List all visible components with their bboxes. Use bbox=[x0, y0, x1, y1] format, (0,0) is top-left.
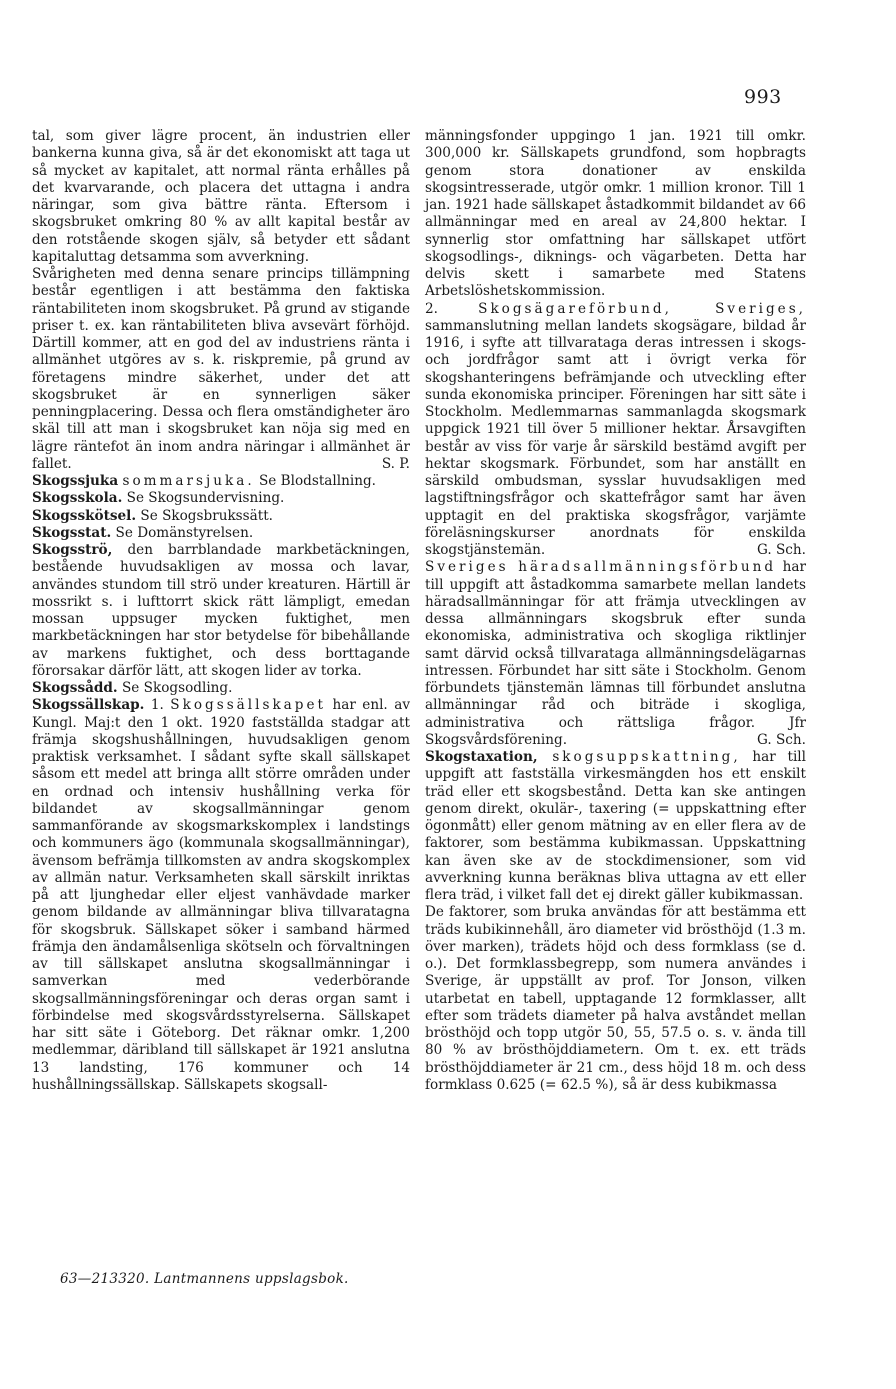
right-column bbox=[425, 128, 806, 1094]
entry-text: har till uppgift att fastställa virkesmängden hos ett enskilt träd eller ett skogsbestånd. Detta kan ske antingen genom direkt, okulär-, taxering (= uppskattning efter ögonmått) eller genom mätning av en eller flera av de faktorer, som bestämma kubikmassan. Uppskattning kan även ske av de stockdimensioner, som vid avverkning kunna beräknas bliva uttagna av ett eller flera träd, i vilket fall det ej direkt gäller kubikmassan. bbox=[425, 749, 806, 903]
entry-skogsskotsel bbox=[32, 508, 410, 525]
author-signature: S. P. bbox=[381, 455, 410, 472]
spaced-term: Skogsägareförbund, Sveriges, bbox=[478, 300, 807, 317]
page-number: 993 bbox=[744, 86, 782, 108]
entry-haradsallmanningsforbund bbox=[425, 559, 806, 749]
entry-text: Se Skogsodling. bbox=[117, 680, 233, 696]
paragraph bbox=[425, 904, 806, 1094]
entry-skogstaxation bbox=[425, 749, 806, 904]
entry-skogsstat bbox=[32, 525, 410, 542]
entry-text: Se Skogsbrukssätt. bbox=[136, 507, 273, 524]
headword: Skogssällskap. bbox=[32, 697, 145, 714]
spaced-term: Sveriges häradsallmänningsförbund bbox=[425, 559, 777, 576]
footer-imprint: 63—213320. Lantmannens uppslagsbok. bbox=[60, 1271, 349, 1287]
headword: Skogsskötsel. bbox=[32, 507, 137, 524]
entry-skogsstro bbox=[32, 542, 410, 680]
author-signature: G. Sch. bbox=[756, 542, 806, 558]
headword: Skogsströ, bbox=[32, 542, 113, 558]
paragraph bbox=[32, 266, 410, 473]
headword: Skogstaxation, bbox=[425, 749, 538, 765]
spaced-term: Skogssällskapet bbox=[170, 697, 326, 714]
entry-text: har enl. av Kungl. Maj:t den 1 okt. 1920 fastställda stadgar att främja skogshushållningen, huvudsakligen genom praktisk verksamhet. I sådant syfte skall sällskapet såsom ett medel att bringa allt större områden under en ordnad och intensiv hushållning verka för bildandet av skogsallmänningar genom sammanförande av skogsmarkskomplex i landstings och kommuners ägo (kommunala skogsallmänningar), ävensom befrämja tillkomsten av andra skogskomplex av allmän natur. Verksamheten skall särskilt inriktas på att ljunghedar eller eljest vanhävdade marker genom bildande av allmänningar bliva tillvaratagna för skogsbruk. Sällskapet söker i samband härmed främja den ändamålsenliga skötseln och förvaltningen av till sällskapet anslutna skogsallmänningar i samverkan med vederbörande skogsallmänningsföreningar och deras organ samt i förbindelse med skogsvårdsstyrelserna. Sällskapet har sitt säte i Göteborg. Det räknar omkr. 1,200 medlemmar, däribland till sällskapet är 1921 anslutna 13 landsting, 176 kommuner och 14 hushållningssällskap. Sällskapets skogsall- bbox=[32, 697, 410, 1093]
entry-number: 2. bbox=[425, 300, 479, 317]
entry-skogsagareforbund bbox=[425, 301, 806, 560]
spaced-term: skogsuppskattning, bbox=[537, 749, 741, 765]
paragraph bbox=[425, 128, 806, 301]
spaced-term: sommarsjuka. bbox=[122, 473, 255, 489]
entry-text: Se Domänstyrelsen. bbox=[111, 524, 254, 541]
headword: Skogsstat. bbox=[32, 524, 112, 541]
headword: Skogssjuka bbox=[32, 473, 119, 489]
paragraph bbox=[32, 128, 410, 266]
entry-text: den barrblandade markbetäckningen, bestående huvudsakligen av mossa och lavar, användes stundom till strö under kreaturen. Härtill är mossrikt s. i lufttorrt skick rätt lämpligt, emedan mossan uppsuger mycken fuktighet, men markbetäckningen har stor betydelse för bibehållande av markens fuktighet, och dess borttagande förorsakar därför lätt, att skogen lider av torka. bbox=[32, 542, 410, 679]
entry-skogssjuka bbox=[32, 473, 410, 490]
entry-text: har till uppgift att åstadkomma samarbete mellan landets häradsallmänningar för att främja utvecklingen av dessa allmänningars skogsbruk efter sunda ekonomiska, administrativa och skogliga riktlinjer samt därvid också tillvarataga allmänningsdelägarnas intressen. Förbundet har sitt säte i Stockholm. Genom förbundets tjänstemän lämnas till förbundet anslutna allmänningar råd och biträde i skogliga, administrativa och rättsliga frågor. Jfr Skogsvårdsförening. bbox=[425, 559, 806, 748]
entry-number: 1. bbox=[144, 697, 171, 714]
entry-text: sammanslutning mellan landets skogsägare, bildad år 1916, i syfte att tillvarataga deras intressen i skogs- och jordfrågor samt att i övrigt verka för skogshanteringens befrämjande och utveckling efter sunda ekonomiska principer. Föreningen har sitt säte i Stockholm. Medlemmarnas sammanlagda skogsmark uppgick 1921 till över 5 millioner hektar. Årsavgiften består av viss för varje år särskild bestämd avgift per hektar skogsmark. Förbundet, som har anställt en särskild ombudsman, sysslar huvudsakligen med lagstiftningsfrågor och skattefrågor samt har även upptagit en del praktiska skogsfrågor, varjämte föreläsningskurser anordnats för enskilda skogstjänstemän. bbox=[425, 317, 806, 558]
left-column bbox=[32, 128, 410, 1094]
paragraph-text: männingsfonder uppgingo 1 jan. 1921 till omkr. 300,000 kr. Sällskapets grundfond, som hopbragts genom stora donationer av enskilda skogsintresserade, utgör omkr. 1 million kronor. Till 1 jan. 1921 hade sällskapet åstadkommit bildandet av 66 allmänningar med en areal av 24,800 hektar. I synnerlig stor omfattning har sällskapet utfört skogsodlings-, diknings- och vägarbeten. Detta har delvis skett i samarbete med Statens Arbetslöshetskommission. bbox=[425, 128, 806, 300]
entry-skogssadd bbox=[32, 680, 410, 697]
paragraph-text: tal, som giver lägre procent, än industrien eller bankerna kunna giva, så är det ekonomiskt att taga ut så mycket av kapitalet, att normal ränta erhålles på det kvarvarande, och placera det uttagna i andra näringar, som giva bättre ränta. Eftersom i skogsbruket omkring 80 % av allt kapital består av den rotstående skogen själv, så betyder ett sådant kapitaluttag detsamma som avverkning. bbox=[32, 128, 410, 265]
paragraph-text: De faktorer, som bruka användas för att bestämma ett träds kubikinnehåll, äro diameter vid brösthöjd (1.3 m. över marken), trädets höjd och dess formklass (se d. o.). Det formklassbegrepp, som numera användes i Sverige, är uppställt av prof. Tor Jonson, vilken utarbetat en tabell, upptagande 12 formklasser, allt efter som trädets diameter på halva avståndet mellan brösthöjd och topp utgör 50, 55, 57.5 o. s. v. ända till 80 % av brösthöjddiametern. Om t. ex. ett träds brösthöjddiameter är 21 cm., dess höjd 18 m. och dess formklass 0.625 (= 62.5 %), så är dess kubikmassa bbox=[425, 904, 806, 1093]
paragraph-text: Svårigheten med denna senare princips tillämpning består egentligen i att bestämma den faktiska räntabiliteten inom skogsbruket. På grund av stigande priser t. ex. kan räntabiliteten bliva avsevärt förhöjd. Därtill kommer, att en god del av industriens ränta i allmänhet utgöres av s. k. riskpremie, på grund av företagens mindre säkerhet, under det att skogsbruket är en synnerligen säker penningplacering. Dessa och flera omständigheter äro skäl till att man i skogsbruket kan nöja sig med en lägre räntefot än inom andra näringar i allmänhet är fallet. bbox=[32, 266, 410, 472]
entry-text: Se Blodstallning. bbox=[254, 473, 376, 489]
entry-skogssallskap bbox=[32, 697, 410, 1094]
entry-skogsskola bbox=[32, 490, 410, 507]
author-signature: G. Sch. bbox=[756, 731, 806, 748]
headword: Skogssådd. bbox=[32, 680, 118, 696]
headword: Skogsskola. bbox=[32, 490, 123, 507]
entry-text: Se Skogsundervisning. bbox=[122, 490, 285, 507]
